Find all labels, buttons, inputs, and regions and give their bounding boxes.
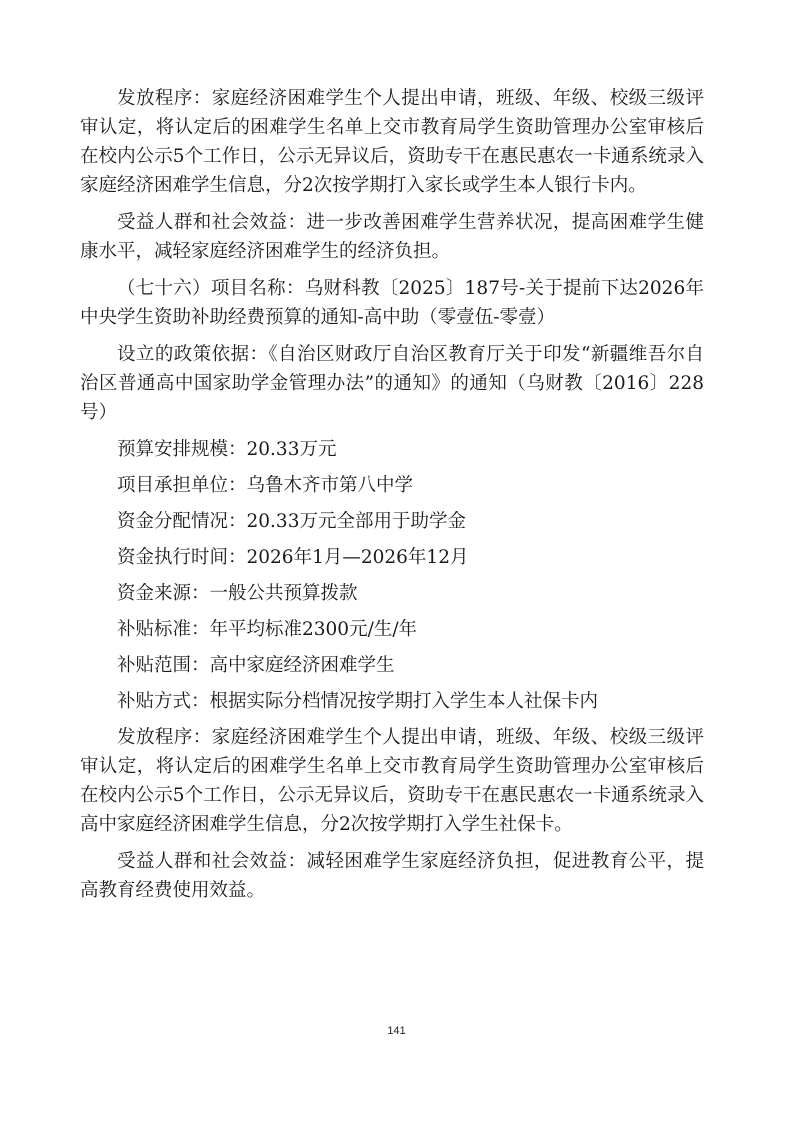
paragraph-beneficiaries-1: 受益人群和社会效益：进一步改善困难学生营养状况，提高困难学生健康水平，减轻家庭经济困难学生的经济负担。: [80, 212, 704, 262]
paragraph-distribution-procedure-2: 发放程序：家庭经济困难学生个人提出申请，班级、年级、校级三级评审认定，将认定后的困难学生名单上交市教育局学生资助管理办公室审核后在校内公示5个工作日，公示无异议后，资助专干在惠民惠农一卡通系统录入高中家庭经济困难学生信息，分2次按学期打入学生社保卡。: [80, 727, 704, 835]
paragraph-fund-source: 资金来源：一般公共预算拨款: [117, 583, 358, 604]
paragraph-subsidy-scope: 补贴范围：高中家庭经济困难学生: [117, 655, 395, 676]
paragraph-responsible-unit: 项目承担单位：乌鲁木齐市第八中学: [117, 475, 414, 496]
paragraph-project-title-76: （七十六）项目名称：乌财科教〔2025〕187号-关于提前下达2026年中央学生资助补助经费预算的通知-高中助（零壹伍-零壹）: [80, 278, 704, 328]
paragraph-policy-basis: 设立的政策依据：《自治区财政厅自治区教育厅关于印发“新疆维吾尔自治区普通高中国家助学金管理办法”的通知》的通知（乌财教〔2016〕228号）: [80, 344, 704, 423]
paragraph-execution-period: 资金执行时间：2026年1月—2026年12月: [117, 547, 469, 568]
document-body: [80, 84, 704, 913]
paragraph-beneficiaries-2: 受益人群和社会效益：减轻困难学生家庭经济负担，促进教育公平，提高教育经费使用效益。: [80, 851, 704, 901]
paragraph-subsidy-standard: 补贴标准：年平均标准2300元/生/年: [117, 619, 418, 640]
paragraph-budget-scale: 预算安排规模：20.33万元: [117, 439, 337, 460]
paragraph-subsidy-method: 补贴方式：根据实际分档情况按学期打入学生本人社保卡内: [117, 691, 599, 712]
paragraph-distribution-procedure-1: 发放程序：家庭经济困难学生个人提出申请，班级、年级、校级三级评审认定，将认定后的困难学生名单上交市教育局学生资助管理办公室审核后在校内公示5个工作日，公示无异议后，资助专干在惠民惠农一卡通系统录入家庭经济困难学生信息，分2次按学期打入家长或学生本人银行卡内。: [80, 88, 704, 196]
page-number: 141: [387, 1025, 406, 1037]
paragraph-fund-allocation: 资金分配情况：20.33万元全部用于助学金: [117, 511, 466, 532]
